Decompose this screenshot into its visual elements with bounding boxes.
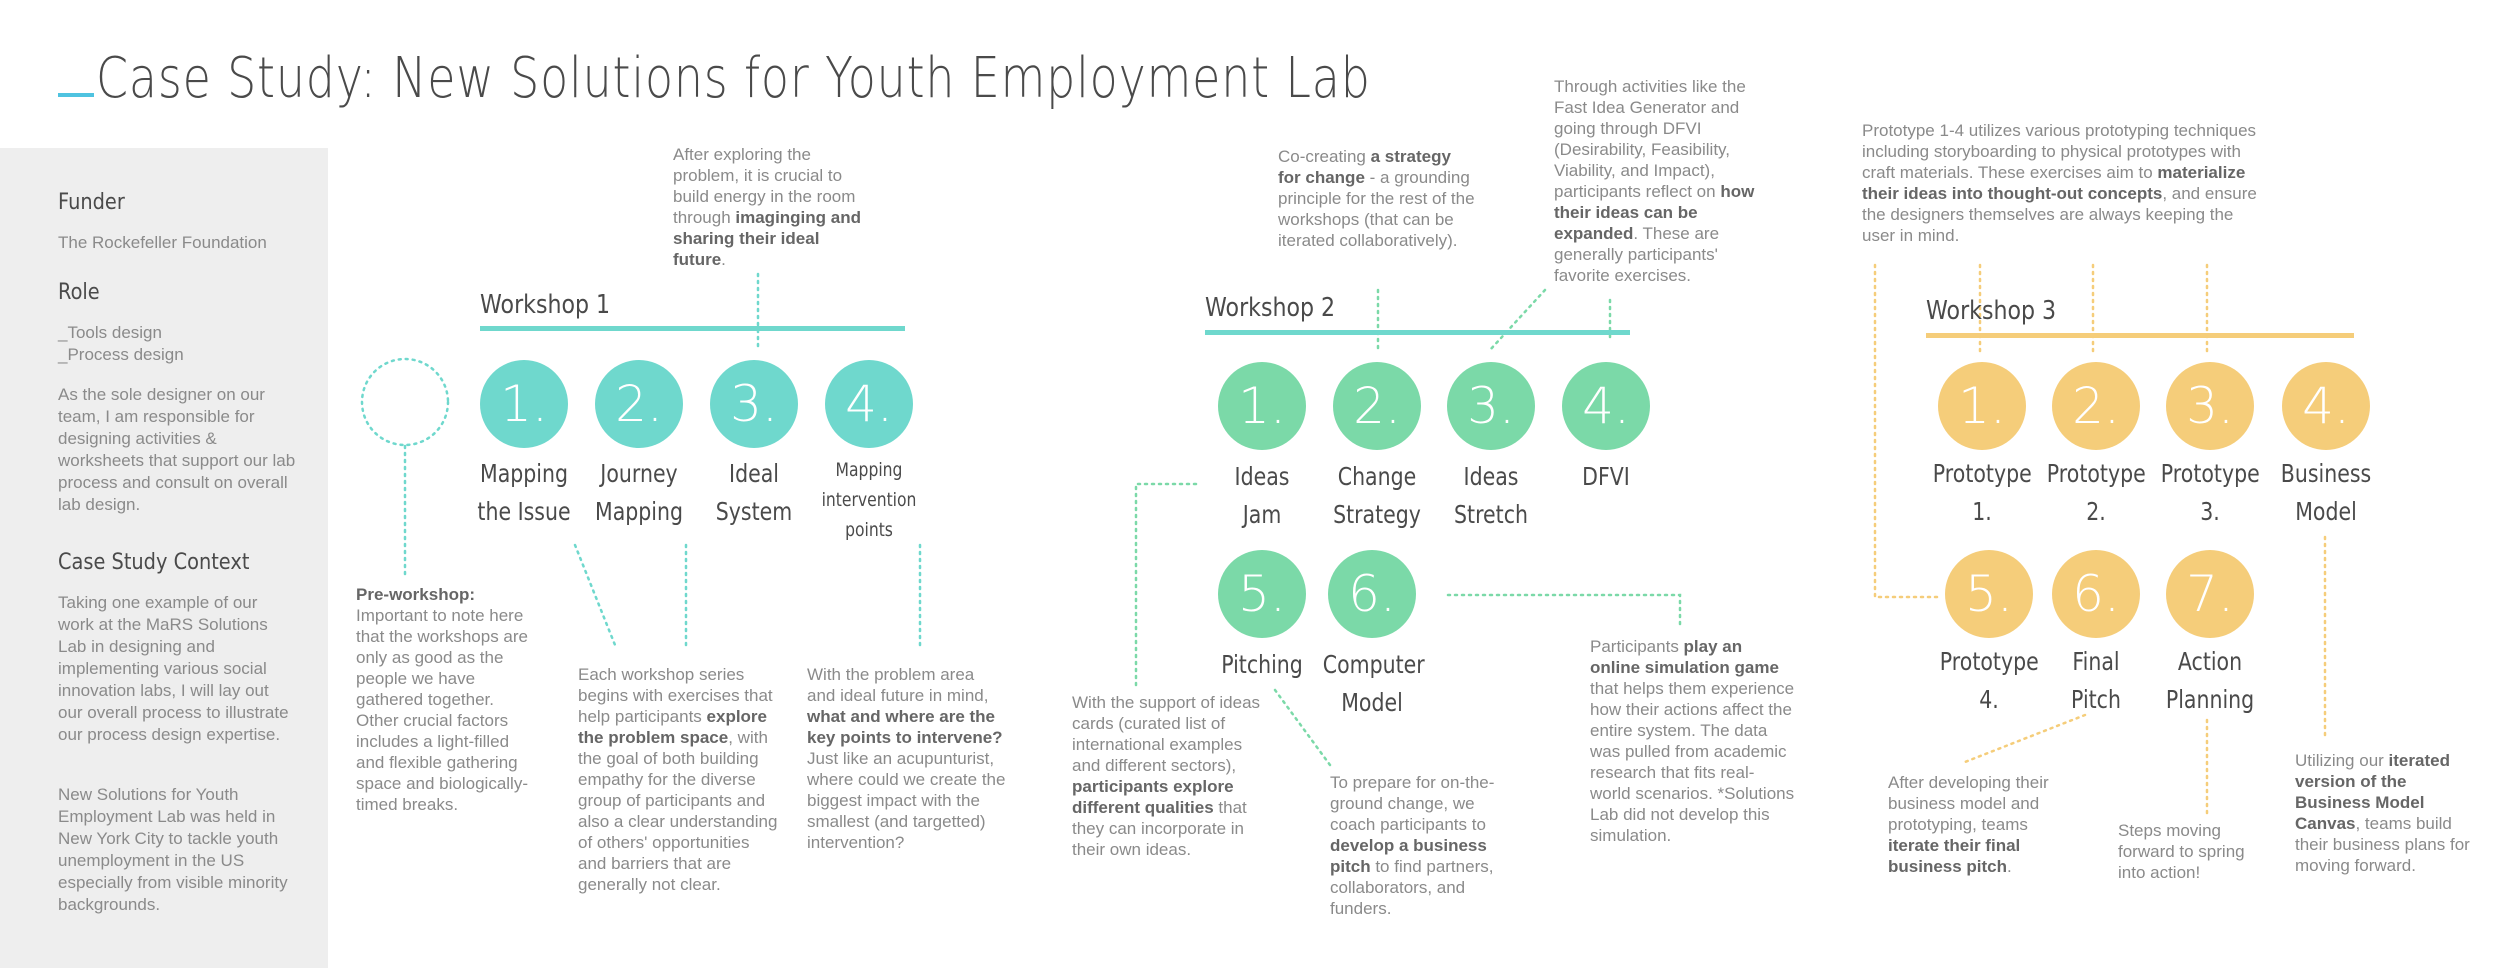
note-computer-model: Participants play an online simulation game that helps them experience how their actions affect the entire system. The data was pulled from academic research that fits real-world scenarios. *Solutions Lab did not develop this simulation. bbox=[1590, 637, 1795, 845]
w1-step-2-label: Journey Mapping bbox=[595, 459, 683, 526]
pre-workshop-text: Important to note here that the workshops are only as good as the people we have gathered together. Other crucial factors includes a light-filled and flexible gathering space and biologically-timed breaks. bbox=[356, 606, 528, 814]
w3-step-3-circle: 3. bbox=[2166, 362, 2254, 450]
note-business-canvas: Utilizing our iterated version of the Business Model Canvas, teams build their business plans for moving forward. bbox=[2295, 751, 2470, 875]
workshop-1-rule bbox=[480, 326, 905, 331]
w3-step-4-circle: 4. bbox=[2282, 362, 2370, 450]
w2-step-1-circle: 1. bbox=[1218, 362, 1306, 450]
w2-step-3-label: Ideas Stretch bbox=[1454, 462, 1528, 529]
w1-step-4-circle: 4. bbox=[825, 360, 913, 448]
note-explore-problem: Each workshop series begins with exercises that help participants explore the problem space, with the goal of both building empathy for the diverse group of participants and also a clear understanding of others' opportunities and barriers that are generally not clear. bbox=[578, 665, 778, 894]
w3-step-6-label: Final Pitch bbox=[2071, 647, 2121, 714]
w2-step-4-circle: 4. bbox=[1562, 362, 1650, 450]
pre-workshop-heading: Pre-workshop: bbox=[356, 585, 476, 604]
context-paragraph-2: New Solutions for Youth Employment Lab was held in New York City to tackle youth unemployment in the US especially from visible minority backgrounds. bbox=[58, 785, 288, 914]
note-ideas-cards: With the support of ideas cards (curated list of international examples and different sectors), participants explore different qualities that they can incorporate in their own ideas. bbox=[1072, 693, 1261, 859]
w3-step-5-circle: 5. bbox=[1945, 550, 2033, 638]
w3-step-7-circle: 7. bbox=[2166, 550, 2254, 638]
funder-value: The Rockefeller Foundation bbox=[58, 233, 267, 252]
w2-step-1-label: Ideas Jam bbox=[1234, 462, 1290, 529]
w3-step-5-label: Prototype 4. bbox=[1939, 647, 2039, 714]
w1-step-1-circle: 1. bbox=[480, 360, 568, 448]
w2-step-6-label: Computer Model bbox=[1322, 650, 1425, 717]
w2-step-4-label: DFVI bbox=[1582, 462, 1630, 491]
role-item-process: _Process design bbox=[58, 345, 184, 364]
context-heading: Case Study Context bbox=[58, 550, 250, 575]
w3-step-6-circle: 6. bbox=[2052, 550, 2140, 638]
context-paragraph-1: Taking one example of our work at the MaRS Solutions Lab in designing and implementing various social innovation labs, I will lay out our overall process to illustrate our process design expertise. bbox=[58, 593, 289, 744]
w3-step-7-label: Action Planning bbox=[2165, 647, 2255, 714]
w2-step-2-circle: 2. bbox=[1333, 362, 1421, 450]
note-ideal-system: After exploring the problem, it is crucial to build energy in the room through imaginging and sharing their ideal future. bbox=[673, 145, 861, 269]
workshop-3-label: Workshop 3 bbox=[1926, 296, 2057, 326]
note-prototyping: Prototype 1-4 utilizes various prototyping techniques including storyboarding to physical prototypes with craft materials. These exercises aim to materialize their ideas into thought-out concepts, and ensure the designers themselves are always keeping the user in mind. bbox=[1862, 121, 2257, 245]
w1-step-2-circle: 2. bbox=[595, 360, 683, 448]
w1-step-4-label: Mapping intervention points bbox=[821, 459, 917, 541]
workshop-2-label: Workshop 2 bbox=[1205, 293, 1336, 323]
note-dfvi: Through activities like the Fast Idea Generator and going through DFVI (Desirability, Feasibility, Viability, and Impact), participants reflect on how their ideas can be expanded. These are generally participants' favorite exercises. bbox=[1554, 77, 1755, 285]
role-heading: Role bbox=[58, 280, 100, 305]
funder-heading: Funder bbox=[58, 190, 125, 215]
w3-step-2-circle: 2. bbox=[2052, 362, 2140, 450]
w3-step-3-label: Prototype 3. bbox=[2160, 459, 2260, 526]
w2-step-5-circle: 5. bbox=[1218, 550, 1306, 638]
w1-step-3-circle: 3. bbox=[710, 360, 798, 448]
w2-step-3-circle: 3. bbox=[1447, 362, 1535, 450]
w3-step-4-label: Business Model bbox=[2280, 459, 2372, 526]
note-intervention-points: With the problem area and ideal future in mind, what and where are the key points to intervene? Just like an acupunturist, where could we create the biggest impact with the smallest (and targetted) intervention? bbox=[807, 665, 1006, 852]
w3-step-2-label: Prototype 2. bbox=[2046, 459, 2146, 526]
role-description: As the sole designer on our team, I am responsible for designing activities & worksheets that support our lab process and consult on overall lab design. bbox=[58, 385, 296, 514]
w1-step-3-label: Ideal System bbox=[715, 459, 793, 526]
w2-step-6-circle: 6. bbox=[1328, 550, 1416, 638]
pre-workshop-circle bbox=[362, 359, 448, 445]
note-change-strategy: Co-creating a strategy for change - a grounding principle for the rest of the workshops (that can be iterated collaboratively). bbox=[1278, 147, 1475, 250]
w1-step-1-label: Mapping the Issue bbox=[477, 459, 571, 526]
pre-workshop-note bbox=[356, 584, 541, 815]
note-action-planning: Steps moving forward to spring into action! bbox=[2118, 821, 2245, 882]
role-item-tools: _Tools design bbox=[58, 323, 162, 342]
note-pitching: To prepare for on-the-ground change, we coach participants to develop a business pitch to find partners, collaborators, and funders. bbox=[1330, 773, 1495, 918]
w3-step-1-circle: 1. bbox=[1938, 362, 2026, 450]
w2-step-5-label: Pitching bbox=[1221, 650, 1303, 679]
workshop-2-rule bbox=[1205, 330, 1630, 335]
workshop-1-label: Workshop 1 bbox=[480, 290, 611, 320]
w2-step-2-label: Change Strategy bbox=[1333, 462, 1421, 529]
page-title: Case Study: New Solutions for Youth Employment Lab bbox=[96, 46, 1371, 111]
w3-step-1-label: Prototype 1. bbox=[1932, 459, 2032, 526]
note-final-pitch: After developing their business model and prototyping, teams iterate their final business pitch. bbox=[1888, 773, 2049, 876]
workshop-3-rule bbox=[1926, 333, 2354, 338]
